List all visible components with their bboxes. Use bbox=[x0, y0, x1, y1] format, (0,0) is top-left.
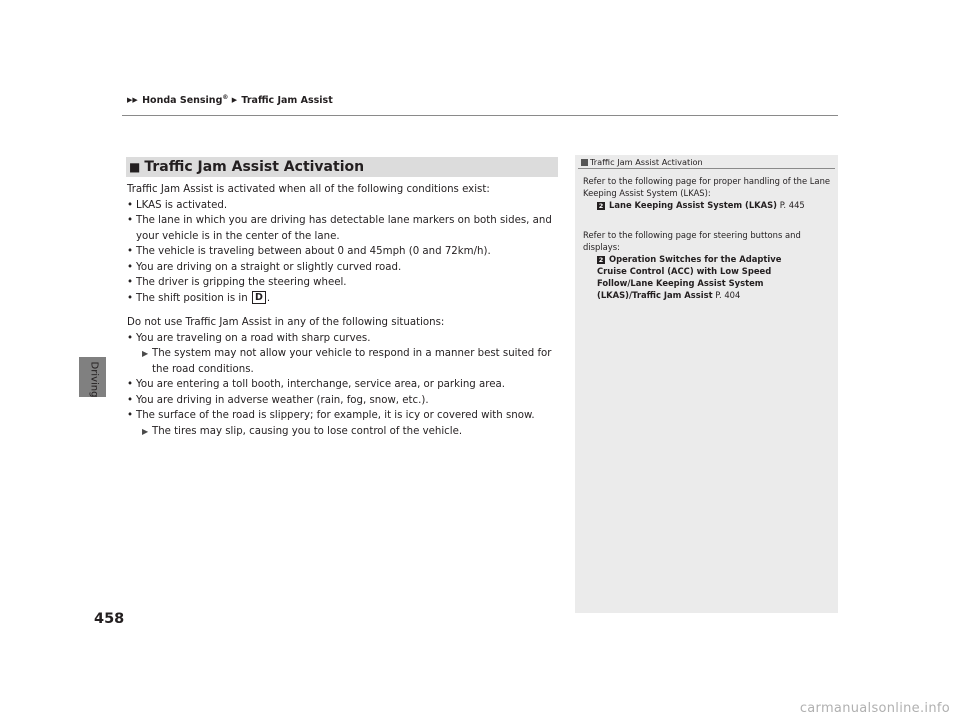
list-item: • You are entering a toll booth, interchange, service area, or parking area. bbox=[127, 377, 559, 393]
sidebar-title: Traffic Jam Assist Activation bbox=[581, 157, 703, 167]
bullet-icon: • bbox=[127, 410, 134, 421]
bullet-icon: • bbox=[127, 246, 134, 257]
situations-intro: Do not use Traffic Jam Assist in any of the following situations: bbox=[127, 317, 445, 328]
list-item: • The driver is gripping the steering wheel. bbox=[127, 275, 559, 291]
sub-arrow-icon: ▶ bbox=[142, 426, 149, 436]
chapter-label: Driving bbox=[88, 361, 100, 398]
sub-item: ▶ The system may not allow your vehicle to respond in a manner best suited for the road conditions. bbox=[142, 348, 552, 375]
list-item: • The vehicle is traveling between about 0 and 45mph (0 and 72km/h). bbox=[127, 244, 559, 260]
list-item: • The surface of the road is slippery; for example, it is icy or covered with snow. bbox=[127, 408, 559, 424]
sidebar-notes-panel bbox=[575, 155, 838, 613]
breadcrumb-part-2[interactable]: Traffic Jam Assist bbox=[241, 95, 333, 107]
breadcrumb bbox=[127, 94, 333, 106]
sub-item: ▶ The tires may slip, causing you to lose control of the vehicle. bbox=[127, 424, 559, 440]
sub-arrow-icon: ▶ bbox=[142, 349, 149, 358]
list-item: • You are driving in adverse weather (rain, fog, snow, etc.). bbox=[127, 393, 559, 409]
bullet-icon: • bbox=[127, 292, 134, 304]
conditions-list bbox=[127, 198, 559, 307]
sidebar-paragraph: Refer to the following page for proper handling of the Lane Keeping Assist System (LKAS): bbox=[583, 176, 831, 198]
note-icon bbox=[581, 159, 588, 166]
breadcrumb-arrow-icon: ▶▶ bbox=[127, 96, 138, 105]
list-item: • You are driving on a straight or slightly curved road. bbox=[127, 260, 559, 276]
bullet-icon: • bbox=[127, 261, 134, 273]
header-divider bbox=[122, 115, 838, 116]
list-item: • You are traveling on a road with sharp curves. bbox=[127, 331, 559, 347]
bullet-icon: • bbox=[127, 215, 134, 226]
registered-mark: ® bbox=[222, 94, 229, 101]
section-heading-text: Traffic Jam Assist Activation bbox=[144, 159, 365, 175]
bullet-icon: • bbox=[127, 332, 134, 344]
bullet-icon: • bbox=[127, 199, 134, 211]
section-heading bbox=[126, 157, 558, 177]
cross-reference-link[interactable]: 2 Operation Switches for the Adaptive Cruise Control (ACC) with Low Speed Follow/Lane Keeping Assist System (LKAS)/Traffic Jam Assist P. 404 bbox=[597, 254, 782, 300]
main-content bbox=[127, 182, 559, 439]
list-item: • The shift position is in D . bbox=[127, 291, 559, 307]
bullet-icon: • bbox=[127, 394, 134, 406]
list-item: • The lane in which you are driving has detectable lane markers on both sides, and your vehicle is in the center of the lane. bbox=[127, 215, 552, 242]
watermark: carmanualsonline.info bbox=[799, 701, 950, 716]
cross-reference-link[interactable]: 2 Lane Keeping Assist System (LKAS) P. 445 bbox=[598, 200, 805, 210]
bullet-icon: • bbox=[127, 379, 134, 390]
breadcrumb-part-1[interactable]: Honda Sensing bbox=[142, 95, 223, 107]
conditions-intro: Traffic Jam Assist is activated when all of the following conditions exist: bbox=[127, 184, 490, 195]
sidebar-divider bbox=[578, 168, 835, 169]
page-reference-icon: 2 bbox=[598, 256, 604, 264]
bullet-icon: • bbox=[127, 277, 134, 288]
breadcrumb-separator-icon: ▶ bbox=[231, 96, 238, 105]
shift-d-key-icon: D bbox=[252, 291, 266, 304]
page-reference-icon: 2 bbox=[598, 202, 604, 210]
situations-list bbox=[127, 331, 559, 440]
section-marker-icon: ■ bbox=[129, 160, 141, 174]
list-item: • LKAS is activated. bbox=[127, 198, 559, 214]
page-number: 458 bbox=[94, 611, 125, 627]
sidebar-paragraph: Refer to the following page for steering buttons and displays: bbox=[583, 230, 801, 252]
